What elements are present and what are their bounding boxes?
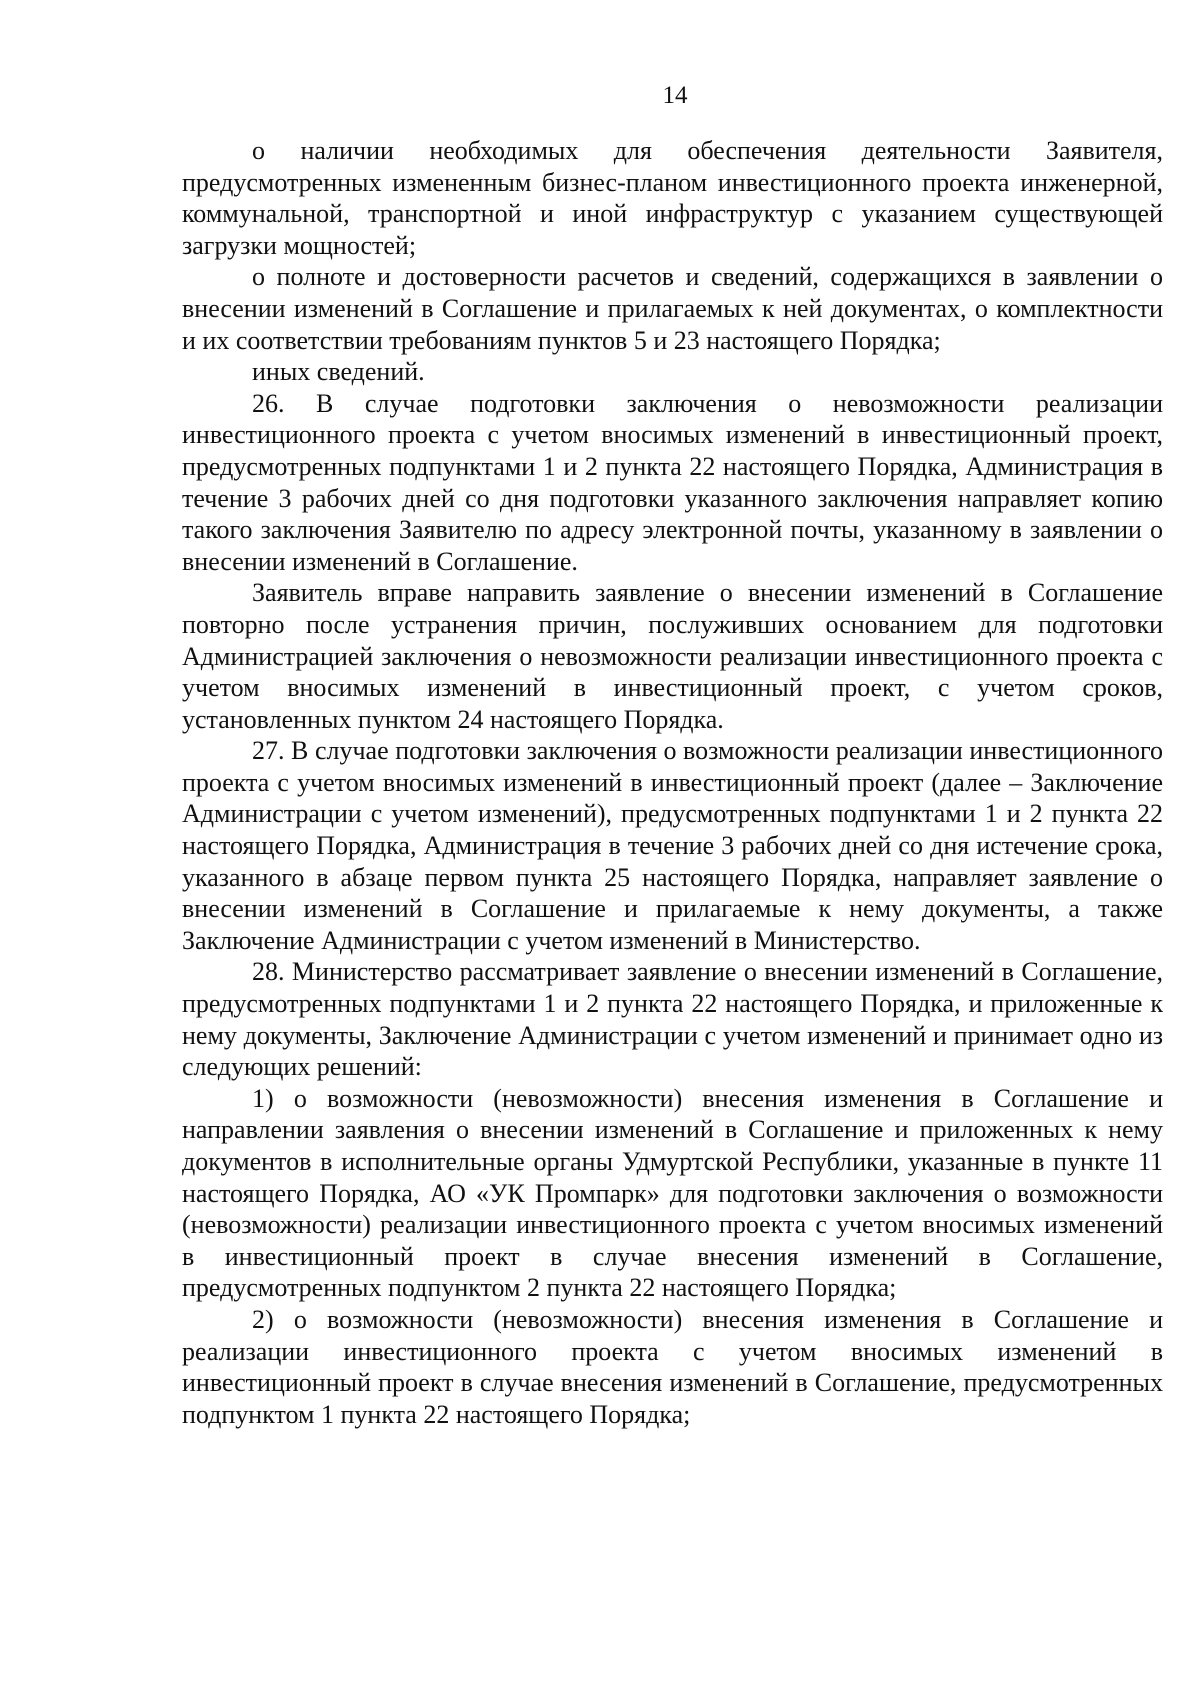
paragraph-clause-26: 26. В случае подготовки заключения о невозможности реализации инвестиционного проекта с учетом вносимых изменений в инвестиционный проект, предусмотренных подпунктами 1 и 2 пункта 22 настоящего Порядка, Администрация в течение 3 рабочих дней со дня подготовки указанного заключения направляет копию такого заключения Заявителю по адресу электронной почты, указанному в заявлении о внесении изменений в Соглашение. bbox=[182, 388, 1163, 576]
document-body bbox=[182, 135, 1163, 1430]
paragraph-completeness: о полноте и достоверности расчетов и сведений, содержащихся в заявлении о внесении изменений в Соглашение и прилагаемых к ней документах, о комплектности и их соответствии требованиям пунктов 5 и 23 настоящего Порядка; bbox=[182, 262, 1163, 355]
paragraph-decision-1: 1) о возможности (невозможности) внесения изменения в Соглашение и направлении заявления о внесении изменений в Соглашение и приложенных к нему документов в исполнительные органы Удмуртской Республики, указанные в пункте 11 настоящего Порядка, АО «УК Промпарк» для подготовки заключения о возможности (невозможности) реализации инвестиционного проекта с учетом вносимых изменений в инвестиционный проект в случае внесения изменений в Соглашение, предусмотренных подпунктом 2 пункта 22 настоящего Порядка; bbox=[182, 1083, 1163, 1303]
paragraph-decision-2: 2) о возможности (невозможности) внесения изменения в Соглашение и реализации инвестиционного проекта с учетом вносимых изменений в инвестиционный проект в случае внесения изменений в Соглашение, предусмотренных подпунктом 1 пункта 22 настоящего Порядка; bbox=[182, 1304, 1163, 1429]
paragraph-other-info: иных сведений. bbox=[252, 357, 425, 387]
paragraph-applicant-right: Заявитель вправе направить заявление о внесении изменений в Соглашение повторно после устранения причин, послуживших основанием для подготовки Администрацией заключения о невозможности реализации инвестиционного проекта с учетом вносимых изменений в инвестиционный проект, с учетом сроков, установленных пунктом 24 настоящего Порядка. bbox=[182, 578, 1163, 734]
paragraph-infrastructure: о наличии необходимых для обеспечения деятельности Заявителя, предусмотренных измененным бизнес-планом инвестиционного проекта инженерной, коммунальной, транспортной и иной инфраструктур с указанием существующей загрузки мощностей; bbox=[182, 136, 1163, 260]
paragraph-clause-28: 28. Министерство рассматривает заявление о внесении изменений в Соглашение, предусмотренных подпунктами 1 и 2 пункта 22 настоящего Порядка, и приложенные к нему документы, Заключение Администрации с учетом изменений и принимает одно из следующих решений: bbox=[182, 957, 1163, 1082]
page-number: 14 bbox=[662, 82, 688, 109]
paragraph-clause-27: 27. В случае подготовки заключения о возможности реализации инвестиционного проекта с учетом вносимых изменений в инвестиционный проект (далее – Заключение Администрации с учетом изменений), предусмотренных подпунктами 1 и 2 пункта 22 настоящего Порядка, Администрация в течение 3 рабочих дней со дня истечение срока, указанного в абзаце первом пункта 25 настоящего Порядка, направляет заявление о внесении изменений в Соглашение и прилагаемые к нему документы, а также Заключение Администрации с учетом изменений в Министерство. bbox=[182, 736, 1163, 955]
